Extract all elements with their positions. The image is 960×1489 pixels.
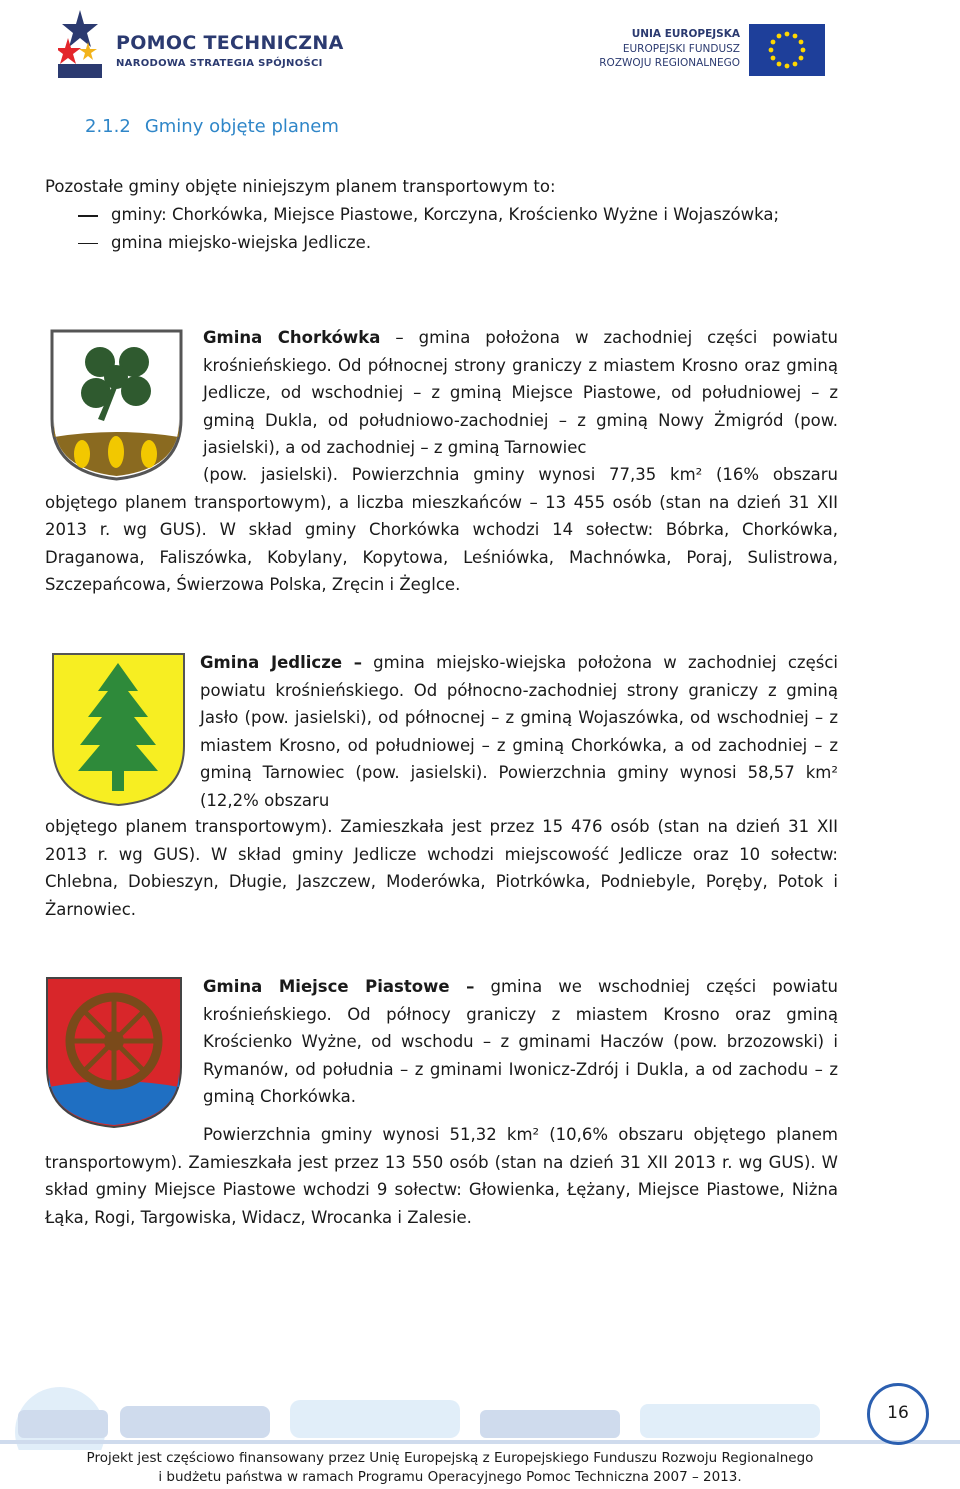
logo-subtitle: NARODOWA STRATEGIA SPÓJNOŚCI xyxy=(116,58,323,69)
eu-flag-icon xyxy=(749,24,825,76)
miejsce-piastowe-name: Gmina Miejsce Piastowe – xyxy=(203,977,475,996)
pomoc-techniczna-emblem-icon xyxy=(58,8,102,78)
section-title: Gminy objęte planem xyxy=(144,116,339,137)
jedlicze-paragraph xyxy=(200,649,838,814)
section-heading xyxy=(85,116,353,137)
chorkowka-text-a: – gmina położona w zachodniej części powiatu krośnieńskiego. Od północnej strony graniczy z miastem Krosno oraz gminą Jedlicze, od wschodniej – z gminą Miejsce Piastowe, od południowej – z gminą Dukla, od południowo-zachodniej – z gminą Nowy Żmigród (pow. jasielski), a od zachodniej – z gminą Tarnowiec xyxy=(203,328,838,457)
pomoc-techniczna-logo xyxy=(58,8,344,78)
chorkowka-coat-of-arms xyxy=(48,327,185,482)
miejsce-piastowe-text-a: gmina we wschodniej części powiatu krośnieńskiego. Od północy graniczy z miastem Krosno oraz gminą Krościenko Wyżne, od wschodu – z gminami Haczów (pow. brzozowski) i Rymanów, od południa – z gminami Iwonicz-Zdrój i Dukla, a od zachodu – z gminą Chorkówka. xyxy=(203,977,838,1106)
section-number: 2.1.2 xyxy=(85,116,131,137)
list-item: gminy: Chorkówka, Miejsce Piastowe, Korczyna, Krościenko Wyżne i Wojaszówka; xyxy=(78,201,838,229)
eu-logo xyxy=(599,28,830,78)
chorkowka-name: Gmina Chorkówka xyxy=(203,328,381,347)
miejsce-piastowe-paragraph-cont: Powierzchnia gminy wynosi 51,32 km² (10,6% obszaru objętego planem transportowym). Zamieszkała jest przez 13 550 osób (stan na dzień 31 XII 2013 r. wg GUS). W skład gminy Miejsce Piastowe wchodzi 9 sołectw: Głowienka, Łężany, Miejsce Piastowe, Niżna Łąka, Rogi, Targowiska, Widacz, Wrocanka i Zalesie. xyxy=(45,1125,838,1227)
miejsce-piastowe-paragraph xyxy=(203,973,838,1111)
eu-logo-line-1: UNIA EUROPEJSKA xyxy=(631,28,740,40)
jedlicze-coat-of-arms xyxy=(50,651,187,808)
list-item: gmina miejsko-wiejska Jedlicze. xyxy=(78,229,838,257)
chorkowka-paragraph xyxy=(203,324,838,462)
footer-line-1: Projekt jest częściowo finansowany przez Unię Europejską z Europejskiego Funduszu Rozwoju Regionalnego xyxy=(86,1450,814,1466)
eu-logo-line-2: EUROPEJSKI FUNDUSZ xyxy=(622,43,740,55)
footer-transport-illustration xyxy=(0,1370,960,1450)
intro-paragraph: Pozostałe gminy objęte niniejszym planem transportowym to: xyxy=(45,177,556,196)
page-number-badge xyxy=(867,1383,929,1445)
jedlicze-paragraph-cont: objętego planem transportowym). Zamieszkała jest przez 15 476 osób (stan na dzień 31 XII 2013 r. wg GUS). W skład gminy Jedlicze wchodzi miejscowość Jedlicze oraz 10 sołectw: Chlebna, Dobieszyn, Długie, Jaszczew, Moderówka, Piotrkówka, Podniebyle, Poręby, Potok i Żarnowiec. xyxy=(45,817,838,919)
jedlicze-text-a: gmina miejsko-wiejska położona w zachodniej części powiatu krośnieńskiego. Od północno-zachodniej strony graniczy z gminą Jasło (pow. jasielski), od północnej – z gminą Wojaszówka, od wschodniej – z miastem Krosno, od południowej – z gminą Chorkówka, a od zachodniej – z gminą Tarnowiec (pow. jasielski). Powierzchnia gminy wynosi 58,57 km² (12,2% obszaru xyxy=(200,653,838,810)
page-number: 16 xyxy=(887,1403,909,1423)
gminy-list xyxy=(78,201,838,256)
chorkowka-paragraph-cont: (pow. jasielski). Powierzchnia gminy wynosi 77,35 km² (16% obszaru objętego planem transportowym), a liczba mieszkańców – 13 455 osób (stan na dzień 31 XII 2013 r. wg GUS). W skład gminy Chorkówka wchodzi 14 sołectw: Bóbrka, Chorkówka, Draganowa, Faliszówka, Kobylany, Kopytowa, Leśniówka, Machnówka, Poraj, Sulistrowa, Szczepańcowa, Świerzowa Polska, Zręcin i Żeglce. xyxy=(45,465,838,594)
footer-line-2: i budżetu państwa w ramach Programu Operacyjnego Pomoc Techniczna 2007 – 2013. xyxy=(158,1469,742,1485)
logo-title: POMOC TECHNICZNA xyxy=(116,32,344,54)
eu-logo-line-3: ROZWOJU REGIONALNEGO xyxy=(599,57,740,69)
miejsce-piastowe-coat-of-arms xyxy=(44,975,184,1130)
jedlicze-name: Gmina Jedlicze – xyxy=(200,653,362,672)
